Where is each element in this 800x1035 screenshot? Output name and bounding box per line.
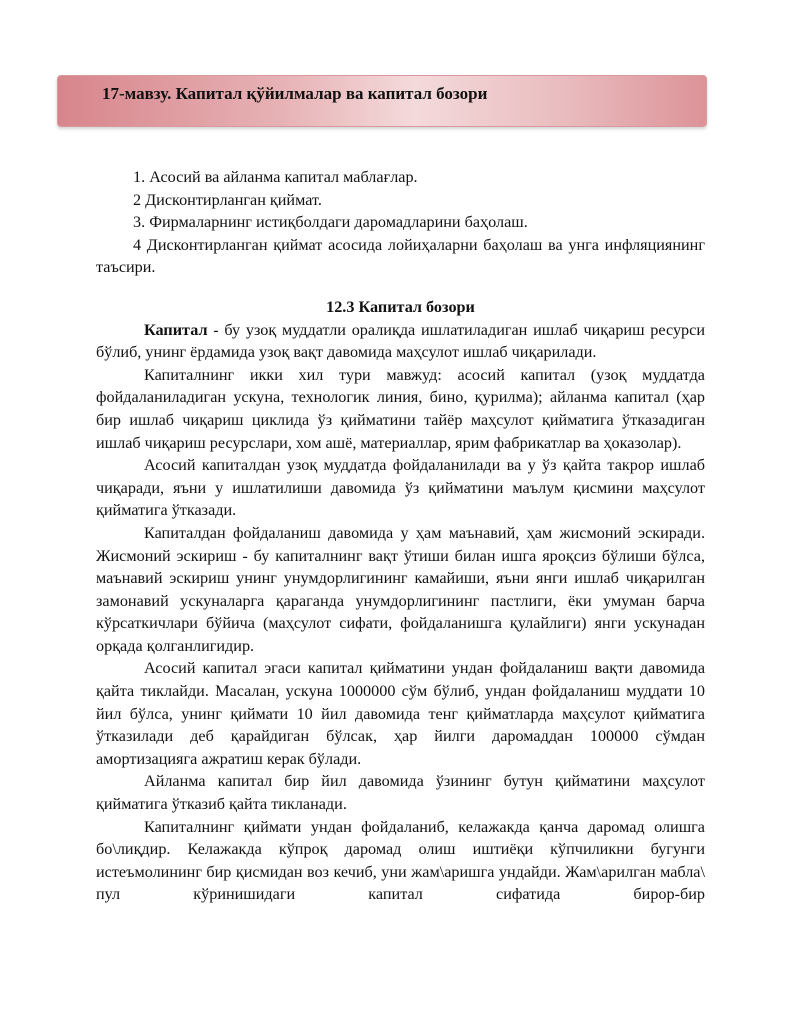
- plan-item-3: 3. Фирмаларнинг истиқболдаги даромадларини баҳолаш.: [133, 213, 528, 232]
- defined-term: Капитал: [144, 320, 208, 339]
- body-paragraph-5: Айланма капитал бир йил давомида ўзининг бутун қийматини маҳсулот қийматига ўтказиб қайта тикланади.: [96, 772, 705, 814]
- topic-plan-list: [96, 166, 705, 279]
- definition-text: - бу узоқ муддатли оралиқда ишлатиладиган ишлаб чиқариш ресурси бўлиб, унинг ёрдамида узоқ вақт давомида маҳсулот ишлаб чиқарилади.: [96, 320, 705, 362]
- topic-banner: [57, 75, 707, 127]
- plan-item-4: 4 Дисконтирланган қиймат асосида лойиҳаларни баҳолаш ва унга инфляциянинг таъсири.: [96, 235, 705, 277]
- definition-paragraph: [96, 319, 705, 364]
- body-paragraph-2: Асосий капиталдан узоқ муддатда фойдаланилади ва у ўз қайта такрор ишлаб чиқаради, яъни у ишлатилиши давомида ўз қийматини маълум қисмини маҳсулот қийматига ўтказади.: [96, 456, 705, 520]
- body-paragraph-4: Асосий капитал эгаси капитал қийматини ундан фойдаланиш вақти давомида қайта тиклайди. Масалан, ускуна 1000000 сўм бўлиб, ундан фойдаланиш муддати 10 йил бўлса, унинг қиймати 10 йил давомида тенг қийматларда маҳсулот қийматига ўтказилади деб қарайдиган бўлсак, ҳар йилги даромаддан 100000 сўмдан амортизацияга ажратиш керак бўлади.: [96, 659, 705, 768]
- topic-title: 17-мавзу. Капитал қўйилмалар ва капитал бозори: [102, 84, 488, 103]
- body-paragraph-6: Капиталнинг қиймати ундан фойдаланиб, келажакда қанча даромад олишга бо\лиқдир. Келажакда кўпроқ даромад олиш иштиёқи кўпчиликни бугунги истеъмолининг бир қисмидан воз кечиб, уни жам\аришга ундайди. Жам\арилган мабла\ пул кўринишидаги капитал сифатида бирор-бир: [96, 817, 705, 904]
- document-body: [96, 166, 705, 906]
- plan-item-1: 1. Асосий ва айланма капитал маблағлар.: [133, 168, 418, 186]
- plan-item-2: 2 Дисконтирланган қиймат.: [133, 190, 322, 209]
- section-heading: 12.3 Капитал бозори: [326, 297, 475, 316]
- body-paragraph-1: Капиталнинг икки хил тури мавжуд: асосий капитал (узоқ муддатда фойдаланиладиган ускуна, технологик линия, бино, қурилма); айланма капитал (ҳар бир ишлаб чиқариш циклида ўз қийматини тайёр маҳсулот қийматига ўтказадиган ишлаб чиқариш ресурслари, хом ашё, материаллар, ярим фабрикатлар ва ҳоказолар).: [96, 365, 705, 452]
- body-paragraph-3: Капиталдан фойдаланиш давомида у ҳам маънавий, ҳам жисмоний эскиради. Жисмоний эскириш - бу капиталнинг вақт ўтиши билан ишга яроқсиз бўлиши бўлса, маънавий эскириш унинг унумдорлигининг камайиши, яъни янги ишлаб чиқарилган замонавий ускуналарга қараганда унумдорлигининг пастлиги, ёки умуман барча кўрсаткичлари бўйича (маҳсулот сифати, фойдаланишга қулайлиги) янги ускунадан орқада қолганлигидир.: [96, 523, 705, 655]
